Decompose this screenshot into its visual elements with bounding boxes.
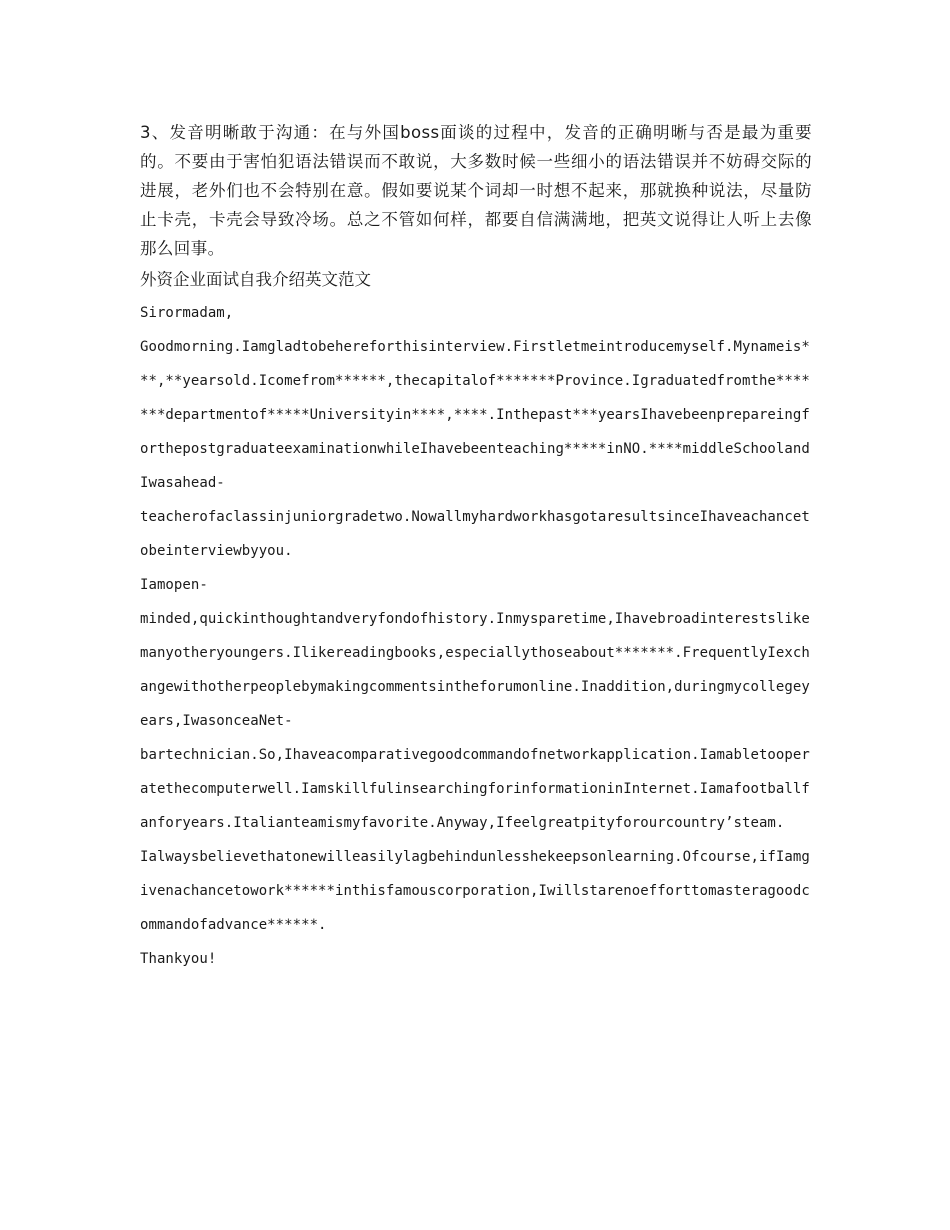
closing-thanks: Thankyou!	[140, 951, 217, 967]
personality-paragraph-start: Iamopen-	[140, 577, 208, 593]
personality-paragraph-continued: bartechnician.So,Ihaveacomparativegoodcommandofnetworkapplication.Iamabletooperatethecomputerwell.IamskillfulinsearchingforinformationinInternet.Iamafootballfanforyears.Italianteamismyfavorite.Anyway,Ifeelgreatpityforourcountry’steam.	[140, 747, 810, 831]
document-body	[140, 118, 812, 976]
salutation: Sirormadam,	[140, 305, 234, 321]
intro-paragraph: Goodmorning.Iamgladtobehereforthisinterview.Firstletmeintroducemyself.Mynameis***,**yearsold.Icomefrom******,thecapitalof*******Province.Igraduatedfromthe*******departmentof*****Universityin****,****.Inthepast***yearsIhavebeenprepareingforthepostgraduateexaminationwhileIhavebeenteaching*****inNO.****middleSchoolandIwasahead-	[140, 339, 810, 491]
intro-paragraph-continued: teacherofaclassinjuniorgradetwo.NowallmyhardworkhasgotaresultsinceIhaveachancetobeinterviewbyyou.	[140, 509, 810, 559]
personality-paragraph: minded,quickinthoughtandveryfondofhistory.Inmysparetime,Ihavebroadinterestslikemanyotheryoungers.Ilikereadingbooks,especiallythoseabout*******.FrequentlyIexchangewithotherpeoplebymakingcommentsintheforumonline.Inaddition,duringmycollegeyears,IwasonceaNet-	[140, 611, 810, 729]
document-heading: 外资企业面试自我介绍英文范文	[140, 270, 371, 289]
section3-paragraph: 3、发音明晰敢于沟通：在与外国boss面谈的过程中，发音的正确明晰与否是最为重要的。不要由于害怕犯语法错误而不敢说，大多数时候一些细小的语法错误并不妨碍交际的进展，老外们也不会特别在意。假如要说某个词却一时想不起来，那就换种说法，尽量防止卡壳，卡壳会导致冷场。总之不管如何样，都要自信满满地，把英文说得让人听上去像那么回事。	[140, 123, 812, 258]
closing-paragraph: Ialwaysbelievethatonewilleasilylagbehindunlesshekeepsonlearning.Ofcourse,ifIamgivenachancetowork******inthisfamouscorporation,Iwillstarenoefforttomasteragoodcommandofadvance******.	[140, 849, 810, 933]
